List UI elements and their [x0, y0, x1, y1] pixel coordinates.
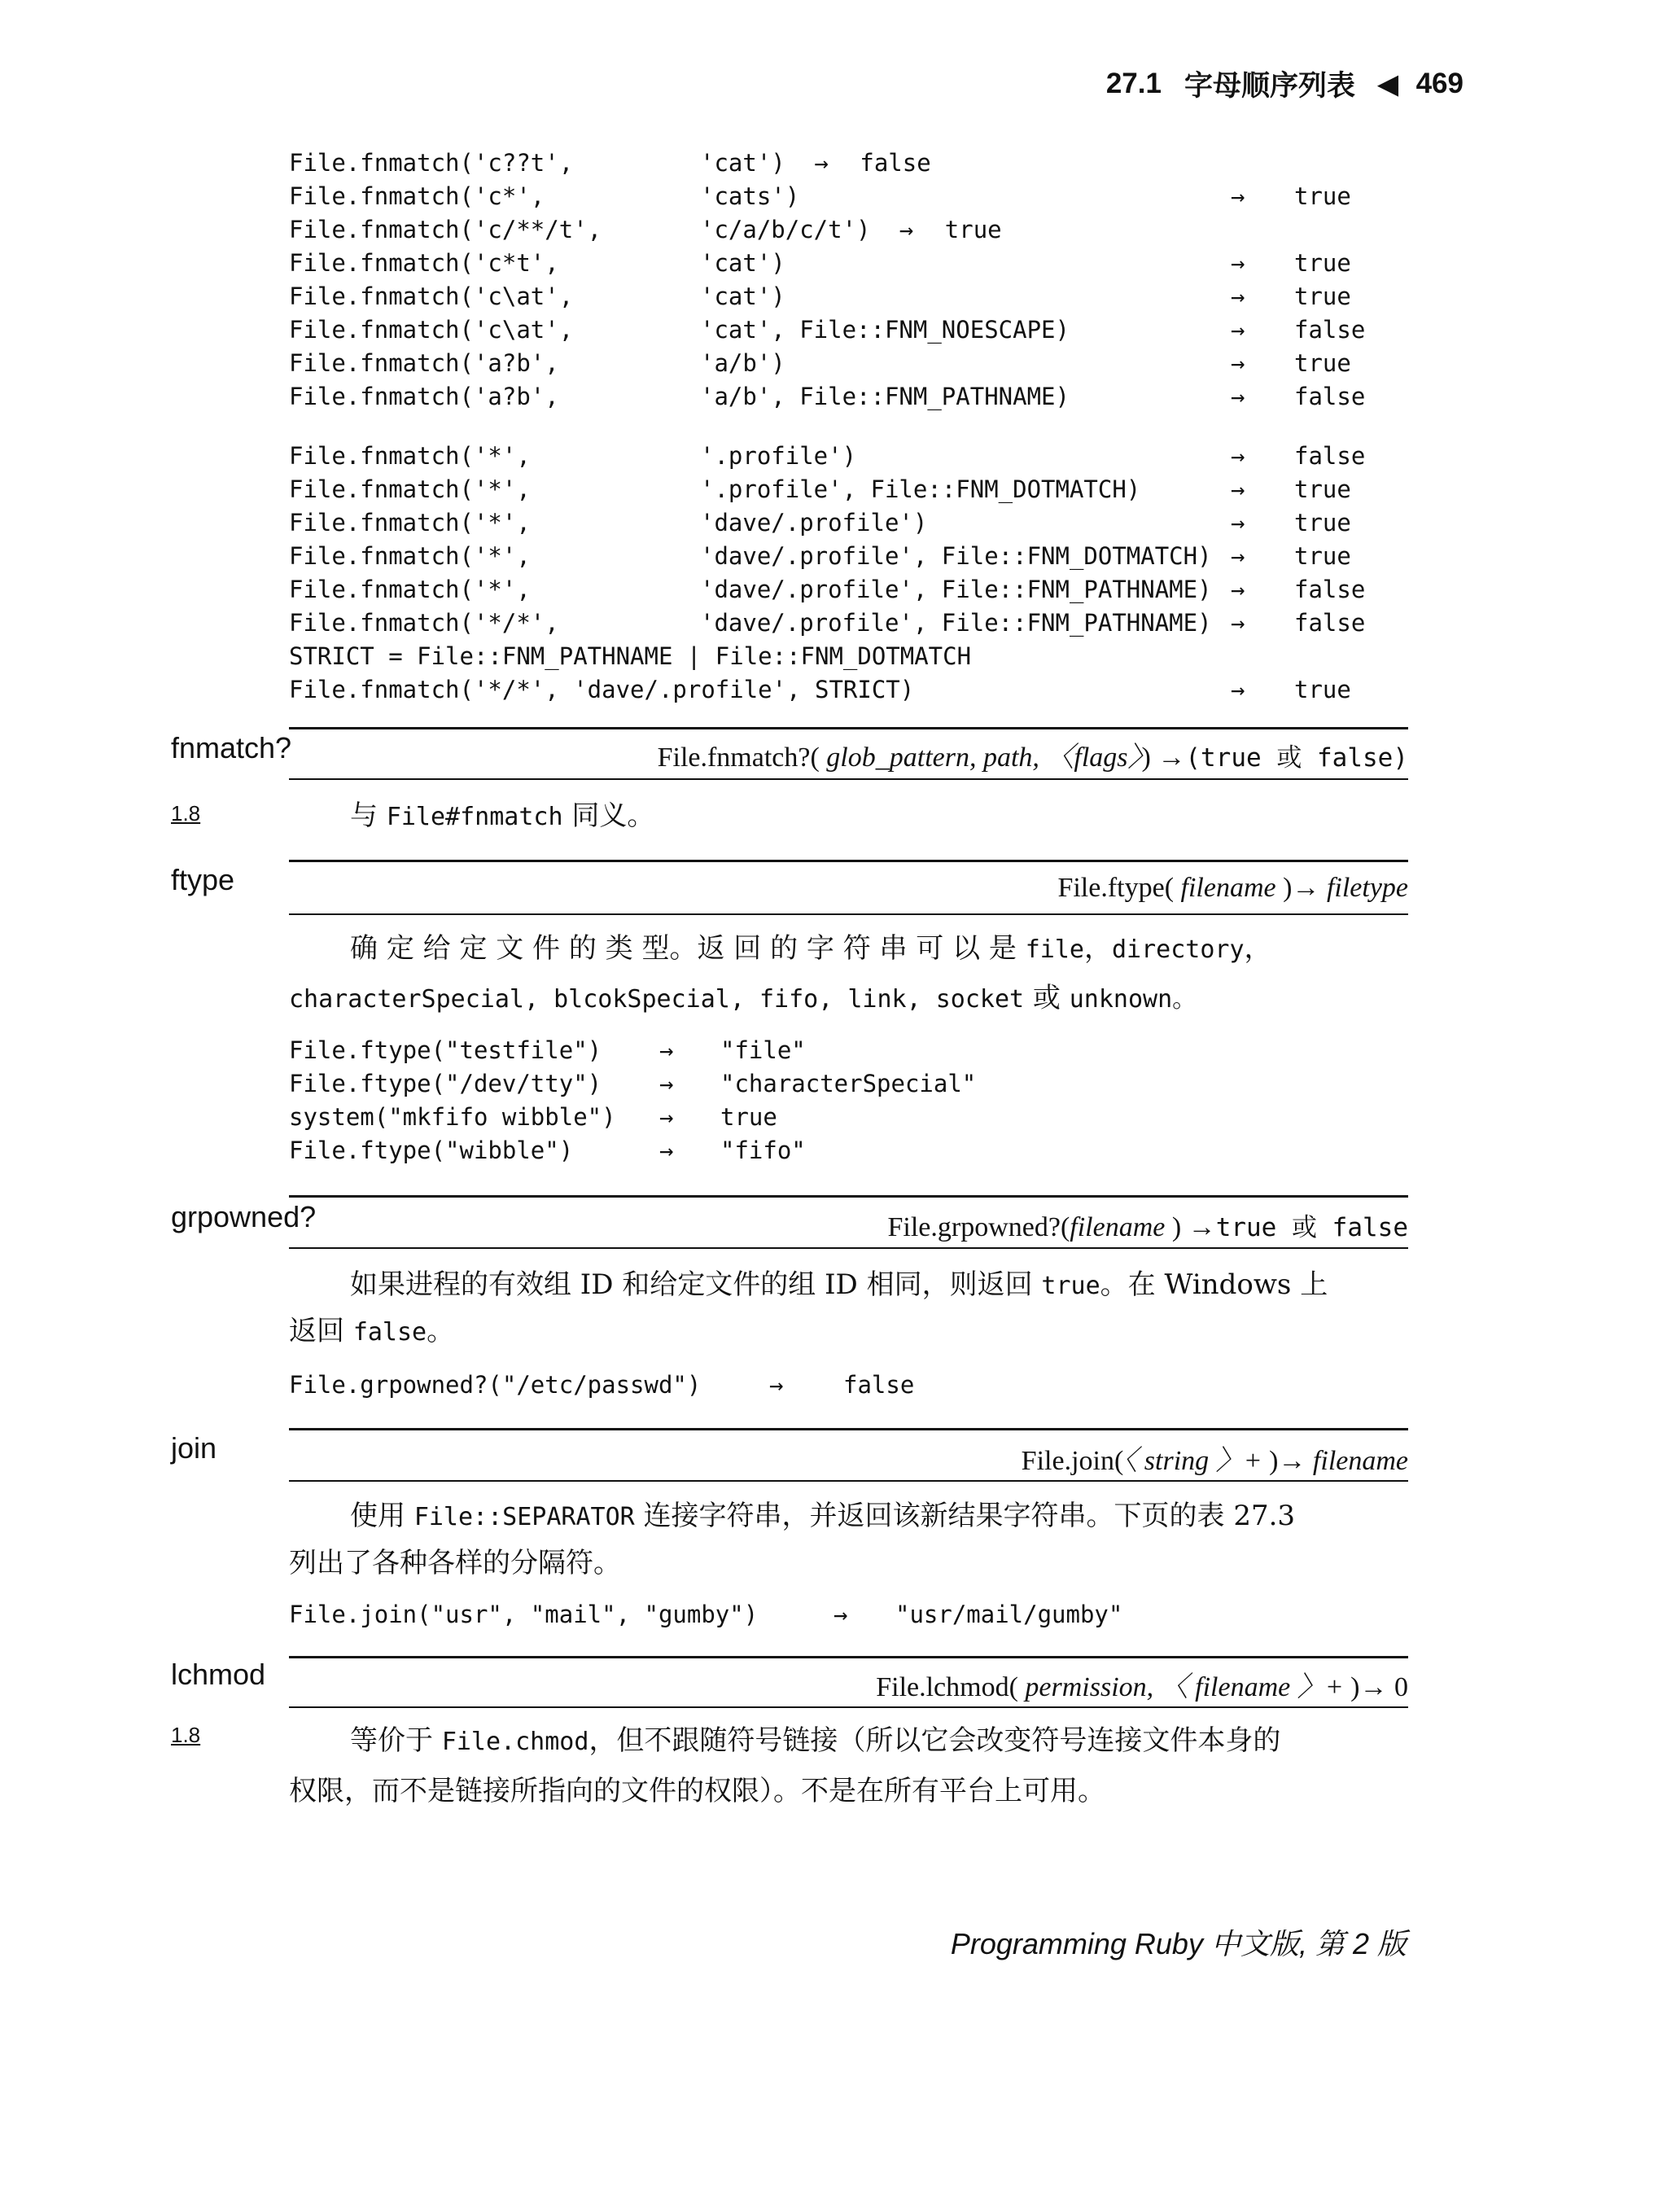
entry-name-fnmatch-q: fnmatch? — [171, 731, 292, 764]
arrow-icon: → — [814, 149, 829, 177]
example-call: File.fnmatch('*', — [289, 542, 531, 570]
desc-text: 。在 Windows 上 — [1100, 1268, 1328, 1301]
example-call: File.fnmatch('*', — [289, 576, 531, 603]
arrow-icon: → — [1231, 576, 1245, 603]
entry-rule-top — [289, 727, 1408, 729]
example-args: 'cat', File::FNM_NOESCAPE) — [700, 316, 1070, 344]
desc-code: File#fnmatch — [386, 803, 563, 831]
example-args: 'dave/.profile') — [700, 509, 928, 537]
entry-rule-bottom — [289, 1247, 1408, 1249]
example-result: true — [944, 216, 1002, 243]
arrow-icon: → — [1231, 349, 1245, 377]
sig-close: ) → — [1141, 742, 1186, 773]
join-example-result: "usr/mail/gumby" — [895, 1601, 1123, 1628]
example-args: '.profile', File::FNM_DOTMATCH) — [700, 475, 1141, 503]
example-call: File.fnmatch('*/*', — [289, 609, 559, 637]
arrow-icon: → — [1231, 542, 1245, 570]
example-call: File.fnmatch('*', — [289, 509, 531, 537]
example-row — [289, 607, 1412, 640]
example-result: true — [1294, 475, 1351, 503]
desc-text: 确 定 给 定 文 件 的 类 型。返 回 的 字 符 串 可 以 是 — [350, 932, 1026, 965]
strict-example-call: File.fnmatch('*/*', 'dave/.profile', STRICT) — [289, 676, 915, 703]
entry-rule-bottom — [289, 1706, 1408, 1708]
example-args: 'c/a/b/c/t') — [700, 216, 871, 243]
version-badge: 1.8 — [171, 801, 201, 826]
sig-return: filetype — [1319, 873, 1408, 903]
sig-args: 〈 string 〉+ — [1123, 1446, 1262, 1476]
sig-close: )→ — [1262, 1446, 1306, 1476]
entry-name-grpowned: grpowned? — [171, 1200, 317, 1233]
desc-code: directory — [1111, 935, 1245, 964]
example-row — [289, 440, 1412, 473]
example-row — [289, 473, 1412, 506]
lchmod-description-line2: 权限，而不是链接所指向的文件的权限）。不是在所有平台上可用。 — [289, 1775, 1105, 1807]
example-result: "characterSpecial" — [720, 1070, 977, 1097]
sig-method: File.fnmatch?( — [657, 742, 820, 773]
arrow-icon: → — [659, 1070, 674, 1097]
ftype-description-line2 — [289, 974, 1408, 1024]
desc-code: File::SEPARATOR — [413, 1503, 635, 1531]
signature-grpowned — [888, 1207, 1409, 1243]
example-result: "file" — [720, 1036, 806, 1064]
example-row — [289, 313, 1412, 347]
example-args: '.profile') — [700, 442, 857, 470]
example-row — [289, 1034, 1103, 1067]
desc-text: 或 — [1024, 982, 1070, 1014]
example-call: File.fnmatch('c/**/t', — [289, 216, 602, 243]
desc-text: 同义。 — [562, 799, 655, 832]
sig-close: ) → — [1165, 1212, 1216, 1242]
ftype-example-block — [289, 1034, 1103, 1167]
example-row — [289, 213, 1412, 247]
section-title: 字母顺序列表 — [1184, 70, 1355, 102]
version-badge: 1.8 — [171, 1723, 201, 1747]
ftype-description-line1 — [350, 924, 1408, 975]
example-call: File.fnmatch('c*t', — [289, 249, 559, 277]
entry-name-join: join — [171, 1431, 217, 1465]
sig-args: glob_pattern, path, — [819, 742, 1047, 773]
example-row — [289, 573, 1412, 607]
strict-definition: STRICT = File::FNM_PATHNAME | File::FNM_DOTMATCH — [289, 642, 972, 670]
signature-lchmod — [876, 1664, 1408, 1704]
example-call: system("mkfifo wibble") — [289, 1103, 616, 1131]
entry-rule-top — [289, 1195, 1408, 1198]
arrow-icon: → — [834, 1601, 848, 1628]
entry-rule-bottom — [289, 1480, 1408, 1482]
example-result: true — [1294, 283, 1351, 310]
example-call: File.ftype("/dev/tty") — [289, 1070, 602, 1097]
arrow-icon: → — [1231, 475, 1245, 503]
entry-rule-top — [289, 860, 1408, 862]
fnmatch-example-block — [289, 147, 1412, 414]
example-row — [289, 506, 1412, 540]
running-header — [1106, 64, 1464, 104]
signature-join — [1022, 1438, 1408, 1478]
signature-ftype — [1057, 873, 1408, 904]
arrow-icon: → — [1231, 182, 1245, 210]
example-result: false — [1294, 316, 1366, 344]
example-args: 'dave/.profile', File::FNM_DOTMATCH) — [700, 542, 1212, 570]
example-result: true — [1294, 509, 1351, 537]
entry-rule-top — [289, 1656, 1408, 1658]
arrow-icon: → — [1231, 676, 1245, 703]
desc-text: ， — [1244, 932, 1272, 965]
page-number: 469 — [1415, 68, 1464, 99]
example-result: true — [1294, 182, 1351, 210]
entry-name-ftype: ftype — [171, 863, 235, 896]
example-args: 'cat') — [700, 283, 785, 310]
desc-text: 等价于 — [350, 1724, 442, 1757]
example-call: File.fnmatch('c??t', — [289, 149, 574, 177]
example-row — [289, 180, 1412, 213]
sig-args: permission, 〈 filename 〉+ — [1017, 1672, 1344, 1702]
signature-fnmatch-q — [658, 734, 1408, 774]
sig-return: true 或 false — [1215, 1213, 1408, 1242]
example-result: "fifo" — [720, 1137, 806, 1164]
example-call: File.fnmatch('c\at', — [289, 283, 574, 310]
desc-code: characterSpecial, blcokSpecial, fifo, link, socket — [289, 985, 1025, 1014]
arrow-icon: → — [769, 1371, 784, 1399]
join-example-call: File.join("usr", "mail", "gumby") — [289, 1601, 759, 1628]
example-call: File.fnmatch('c*', — [289, 182, 545, 210]
arrow-icon: → — [659, 1103, 674, 1131]
fnmatch-q-description — [350, 791, 1469, 842]
example-call: File.ftype("testfile") — [289, 1036, 602, 1064]
sig-args: filename — [1070, 1212, 1166, 1242]
example-row — [289, 1101, 1103, 1134]
example-result: false — [860, 149, 931, 177]
arrow-icon: → — [1231, 316, 1245, 344]
desc-text: 使用 — [350, 1500, 414, 1532]
sig-return: filename — [1306, 1446, 1408, 1476]
arrow-icon: → — [1231, 509, 1245, 537]
entry-rule-bottom — [289, 913, 1408, 915]
desc-code: File.chmod — [441, 1728, 589, 1756]
join-description-line2: 列出了各种各样的分隔符。 — [289, 1547, 621, 1579]
example-call: File.fnmatch('a?b', — [289, 383, 559, 410]
example-result: true — [1294, 542, 1351, 570]
sig-return: (true 或 false) — [1185, 743, 1408, 773]
example-row — [289, 280, 1412, 313]
desc-text: 连接字符串，并返回该新结果字符串。下页的表 27.3 — [634, 1500, 1296, 1532]
sig-method: File.grpowned?( — [887, 1212, 1070, 1242]
example-row — [289, 1134, 1103, 1167]
example-call: File.fnmatch('*', — [289, 442, 531, 470]
example-result: true — [1294, 249, 1351, 277]
desc-code: file — [1025, 935, 1084, 964]
example-args: 'cats') — [700, 182, 800, 210]
sig-flags: 〈flags〉 — [1046, 742, 1142, 773]
arrow-icon: → — [1231, 383, 1245, 410]
sig-close: )→ — [1283, 873, 1320, 903]
example-call: File.ftype("wibble") — [289, 1137, 574, 1164]
example-row — [289, 1067, 1103, 1101]
entry-rule-bottom — [289, 778, 1408, 780]
desc-text: 与 — [350, 799, 387, 832]
strict-example-result: true — [1294, 676, 1351, 703]
example-row — [289, 380, 1412, 414]
example-args: 'dave/.profile', File::FNM_PATHNAME) — [700, 576, 1212, 603]
grpowned-example-result: false — [843, 1371, 915, 1399]
entry-rule-top — [289, 1428, 1408, 1430]
desc-text: ， — [1083, 932, 1112, 965]
arrow-icon: → — [1231, 249, 1245, 277]
desc-text: 。 — [427, 1315, 455, 1347]
example-result: false — [1294, 576, 1366, 603]
example-row — [289, 247, 1412, 280]
grpowned-description-line1 — [350, 1260, 1408, 1311]
arrow-icon: → — [899, 216, 914, 243]
sig-method: File.ftype( — [1057, 873, 1175, 903]
arrow-icon: → — [659, 1036, 674, 1064]
desc-code: unknown。 — [1069, 985, 1197, 1014]
lchmod-description-line1 — [350, 1716, 1408, 1767]
example-result: false — [1294, 442, 1366, 470]
example-result: true — [720, 1103, 777, 1131]
example-args: 'a/b', File::FNM_PATHNAME) — [700, 383, 1070, 410]
example-args: 'a/b') — [700, 349, 785, 377]
fnmatch-example-block-2 — [289, 440, 1412, 640]
example-call: File.fnmatch('c\at', — [289, 316, 574, 344]
join-description-line1 — [350, 1491, 1408, 1542]
desc-code: false — [352, 1318, 427, 1347]
desc-code: true — [1041, 1272, 1100, 1300]
arrow-icon: → — [1231, 283, 1245, 310]
section-number: 27.1 — [1105, 68, 1162, 99]
example-result: false — [1294, 383, 1366, 410]
entry-name-lchmod: lchmod — [171, 1658, 266, 1691]
example-args: 'cat') — [700, 149, 785, 177]
sig-args: filename — [1174, 873, 1284, 903]
example-args: 'cat') — [700, 249, 785, 277]
example-row — [289, 540, 1412, 573]
page-footer: Programming Ruby 中文版, 第 2 版 — [950, 1927, 1407, 1960]
sig-method: File.join( — [1021, 1446, 1124, 1476]
example-result: true — [1294, 349, 1351, 377]
example-call: File.fnmatch('a?b', — [289, 349, 559, 377]
triangle-left-icon: ◀ — [1377, 69, 1398, 99]
arrow-icon: → — [1231, 442, 1245, 470]
desc-text: ，但不跟随符号链接（所以它会改变符号连接文件本身的 — [588, 1724, 1281, 1757]
sig-close: )→ — [1343, 1672, 1388, 1702]
example-row — [289, 347, 1412, 380]
grpowned-description-line2 — [289, 1307, 1408, 1357]
arrow-icon: → — [1231, 609, 1245, 637]
arrow-icon: → — [659, 1137, 674, 1164]
example-args: 'dave/.profile', File::FNM_PATHNAME) — [700, 609, 1212, 637]
grpowned-example-call: File.grpowned?("/etc/passwd") — [289, 1371, 702, 1399]
sig-method: File.lchmod( — [876, 1672, 1018, 1702]
example-result: false — [1294, 609, 1366, 637]
example-row — [289, 147, 1412, 180]
example-call: File.fnmatch('*', — [289, 475, 531, 503]
desc-text: 如果进程的有效组 ID 和给定文件的组 ID 相同，则返回 — [350, 1268, 1042, 1301]
desc-text: 返回 — [289, 1315, 353, 1347]
sig-return: 0 — [1387, 1672, 1408, 1702]
